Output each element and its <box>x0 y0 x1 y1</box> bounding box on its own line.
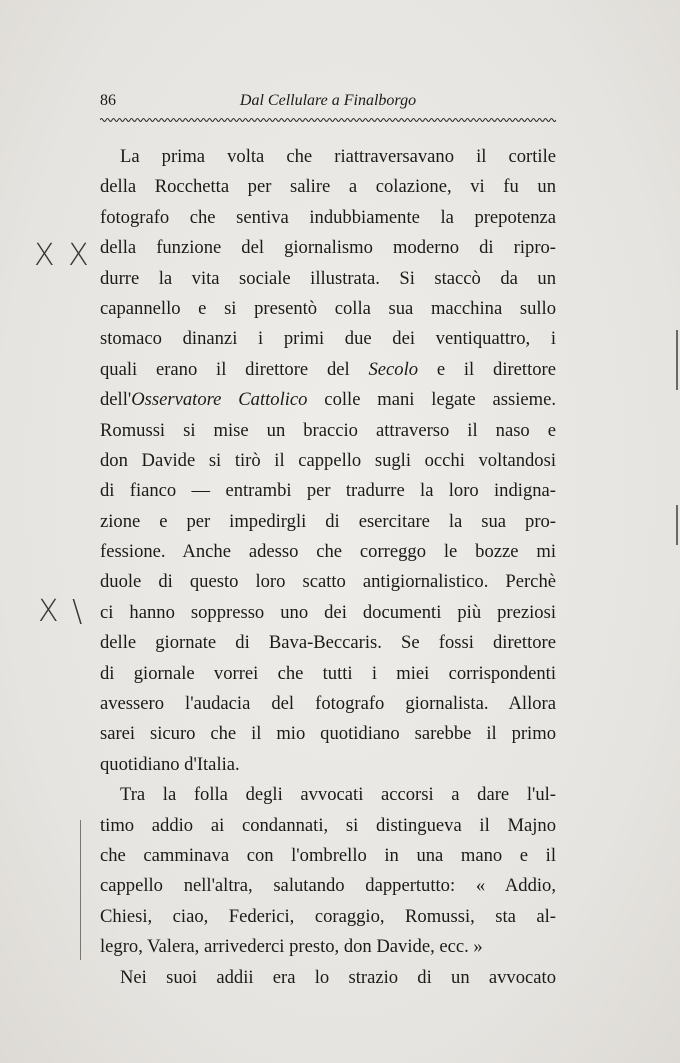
text-line: zione e per impedirgli di esercitare la sua pro- <box>100 510 556 532</box>
text-line: delle giornate di Bava-Beccaris. Se fossi direttore <box>100 632 556 654</box>
page-edge-mark <box>676 505 678 545</box>
text-line: Romussi si mise un braccio attraverso il naso e <box>100 419 556 441</box>
italic-title: Secolo <box>368 358 419 380</box>
text-line: Nei suoi addii era lo strazio di un avvocato <box>120 966 556 988</box>
page-number: 86 <box>100 92 116 109</box>
text-line <box>100 385 556 415</box>
text-line: Tra la folla degli avvocati accorsi a dare l'ul- <box>120 784 556 806</box>
text-line: durre la vita sociale illustrata. Si staccò da un <box>100 267 556 289</box>
text-line: duole di questo loro scatto antigiornalistico. Perchè <box>100 571 556 593</box>
text-line: della Rocchetta per salire a colazione, vi fu un <box>100 176 556 198</box>
text-line: don Davide si tirò il cappello sugli occhi voltandosi <box>100 449 556 471</box>
running-title: Dal Cellulare a Finalborgo <box>239 92 417 109</box>
text-line: La prima volta che riattraversavano il cortile <box>120 146 556 167</box>
text-line: di giornale vorrei che tutti i miei corrispondenti <box>100 662 556 684</box>
text-line: sarei sicuro che il mio quotidiano sarebbe il primo <box>100 723 556 745</box>
text-line: quotidiano d'Italia. <box>100 753 240 775</box>
italic-title: Osservatore Cattolico <box>131 389 308 411</box>
text-fragment: e il direttore <box>418 358 556 380</box>
text-fragment: quali erano il direttore del <box>100 358 369 380</box>
text-line: della funzione del giornalismo moderno di ripro- <box>100 237 556 259</box>
text-line: cappello nell'altra, salutando dappertutto: « Addio, <box>100 875 556 897</box>
page-edge-mark <box>676 330 678 390</box>
text-line: fessione. Anche adesso che correggo le bozze mi <box>100 541 556 563</box>
margin-pencil-line <box>80 820 81 960</box>
text-fragment: dell' <box>100 389 132 411</box>
body-text <box>100 142 556 993</box>
text-line: stomaco dinanzi i primi due dei ventiquattro, i <box>100 328 556 350</box>
margin-annotation-cross-2: X \ <box>38 594 85 629</box>
text-line: legro, Valera, arrivederci presto, don Davide, ecc. » <box>100 936 483 958</box>
text-line: ci hanno soppresso uno dei documenti più preziosi <box>100 601 556 623</box>
text-line: timo addio ai condannati, si distingueva il Majno <box>100 814 556 836</box>
text-line: che camminava con l'ombrello in una mano e il <box>100 844 556 866</box>
text-line: Chiesi, ciao, Federici, coraggio, Romussi, sta al- <box>100 905 556 927</box>
page-header <box>100 92 556 114</box>
text-line: fotografo che sentiva indubbiamente la prepotenza <box>100 206 556 228</box>
margin-annotation-cross-1: X X <box>34 238 91 273</box>
text-line: avessero l'audacia del fotografo giornalista. Allora <box>100 693 556 715</box>
text-line: di fianco — entrambi per tradurre la loro indigna- <box>100 480 556 502</box>
text-line <box>100 355 556 385</box>
text-line: capannello e si presentò colla sua macchina sullo <box>100 297 556 319</box>
header-wavy-rule <box>100 116 556 124</box>
text-fragment: colle mani legate assieme. <box>307 389 556 411</box>
